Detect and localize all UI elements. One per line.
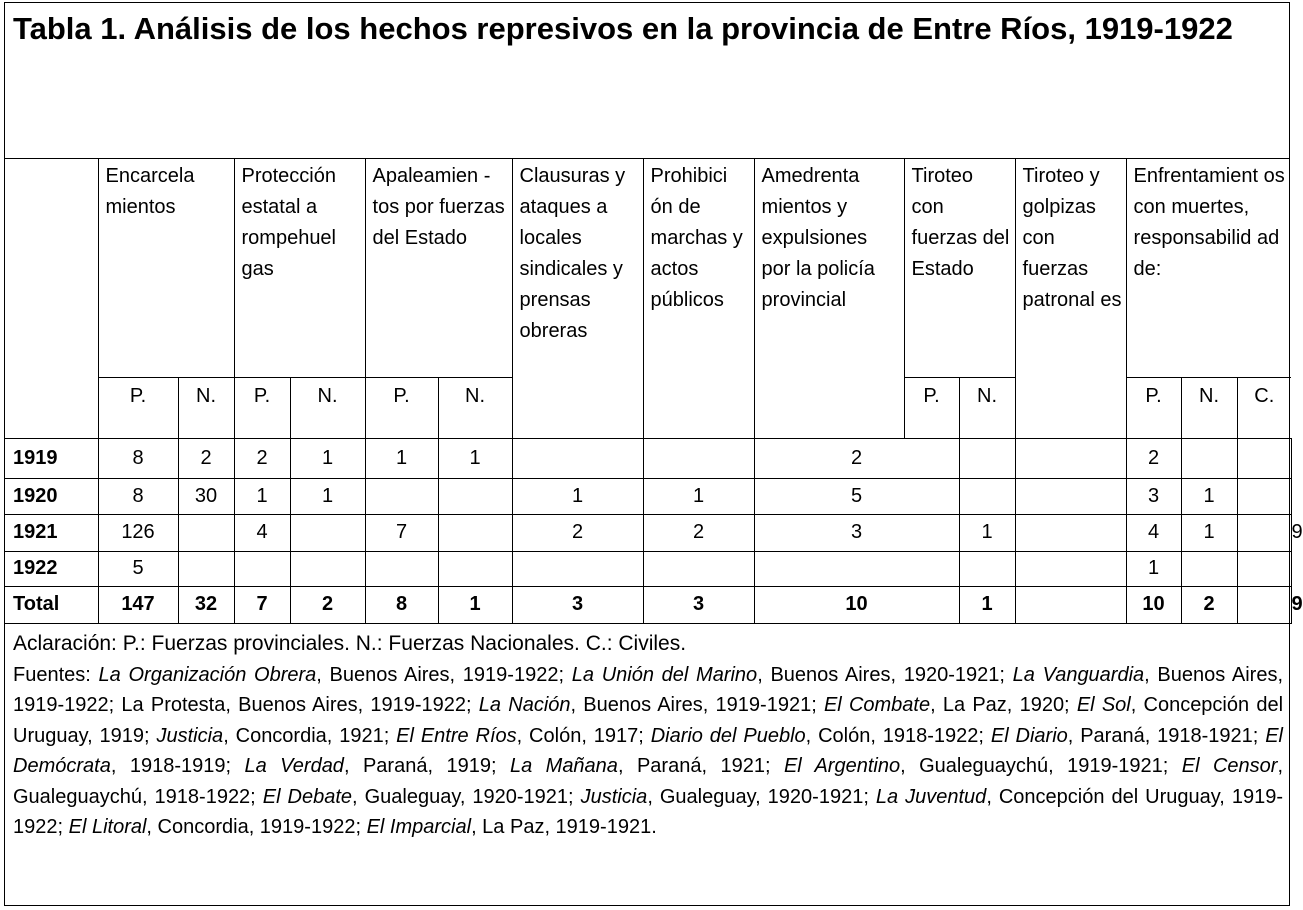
table-cell [290,551,365,586]
table-cell [178,551,234,586]
table-cell: 32 [178,586,234,623]
source-text: , La Paz, 1919-1921. [471,816,657,838]
source-text: , Paraná, 1921; [617,755,784,777]
table-cell [754,551,959,586]
subheader-n: N. [1181,377,1237,438]
table-cell [512,551,643,586]
table-cell [512,438,643,478]
table-cell: 1 [234,478,290,514]
table-row [5,438,1291,478]
table-cell: 30 [178,478,234,514]
table-cell [643,551,754,586]
table-cell: 2 [290,586,365,623]
table-cell [1237,514,1291,551]
table-cell: 1 [1181,514,1237,551]
source-text: , Colón, 1918-1922; [805,724,991,747]
subheader-p: P. [904,377,959,438]
header-prohibicion: Prohibici ón de marchas y actos públicos [643,159,754,438]
subheader-n: N. [959,377,1015,438]
source-text: , La Paz, 1920; [930,694,1077,716]
table-cell [1015,478,1126,514]
header-tiroteo-estado: Tiroteo con fuerzas del Estado [904,159,1015,377]
table-cell: 8 [365,586,438,623]
table-cell [1237,551,1291,586]
table-cell [1181,551,1237,586]
table-cell [438,514,512,551]
table-cell [1237,478,1291,514]
table-cell: 3 [512,586,643,623]
table-cell: 3 [643,586,754,623]
source-title: El Debate [262,785,353,808]
source-title: Diario del Pueblo [650,724,806,747]
row-label: 1922 [5,551,98,586]
source-title: Justicia [580,785,648,808]
table-cell: 1 [290,438,365,478]
table-cell: 1 [1181,478,1237,514]
table-cell: 126 [98,514,178,551]
source-title: El Demócrata [13,724,1284,777]
table-document [4,2,1303,906]
source-text: , Paraná, 1919; [343,755,510,777]
source-text: , Concepción del Uruguay, 1919; [13,694,1284,747]
table-cell: 3 [754,514,959,551]
table-cell [1015,438,1126,478]
table-cell: 147 [98,586,178,623]
table-cell [1237,438,1291,478]
source-text: , Buenos Aires, 1919-1921; [570,694,824,716]
source-text: , Concordia, 1919-1922; [146,816,367,838]
source-title: El Argentino [783,755,901,777]
source-text: , Gualeguay, 1920-1921; [352,785,581,808]
table-cell: 1 [959,514,1015,551]
table-cell [1015,586,1126,623]
table-cell: 1 [1126,551,1181,586]
table-cell [290,514,365,551]
source-title: El Combate [823,694,931,716]
subheader-n: N. [290,377,365,438]
table-cell: 1 [290,478,365,514]
source-title: La Vanguardia [1012,663,1145,686]
notes [5,624,1289,843]
header-enfrentamientos: Enfrentamient os con muertes, responsabilid ad de: [1126,159,1291,377]
table-cell: 1 [365,438,438,478]
table-cell [178,514,234,551]
source-title: El Sol [1076,694,1131,716]
subheader-p: P. [98,377,178,438]
subheader-p: P. [234,377,290,438]
table-cell: 2 [178,438,234,478]
header-tiroteo-patronales: Tiroteo y golpizas con fuerzas patronal es [1015,159,1126,438]
table-cell [234,551,290,586]
fuentes-note [13,660,1283,843]
source-title: La Mañana [509,755,618,777]
table-row [5,551,1291,586]
table-cell [1015,551,1126,586]
table-row: Total 147 32 7 2 8 1 3 3 10 1 10 2 9 [5,586,1291,623]
source-text: , Gualeguay, 1920-1921; [647,785,876,808]
table-cell [1181,438,1237,478]
table-row [5,478,1291,514]
table-cell: 5 [754,478,959,514]
table-cell: 1 [643,478,754,514]
source-text: , Colón, 1917; [516,724,651,747]
table-cell: 7 [365,514,438,551]
subheader-n: N. [178,377,234,438]
source-title: El Entre Ríos [396,724,517,747]
source-text: , Gualeguaychú, 1919-1921; [900,755,1182,777]
corner-cell [5,159,98,438]
source-text: , Concepción del Uruguay, 1919-1922; [13,785,1283,838]
table-cell: 4 [234,514,290,551]
source-title: El Imparcial [366,816,472,838]
table-cell: 2 [1126,438,1181,478]
table-cell: 1 [438,586,512,623]
source-title: La Organización Obrera [98,663,317,686]
table-cell: 1 [512,478,643,514]
table-cell: 4 [1126,514,1181,551]
header-encarcelamientos: Encarcela mientos [98,159,234,377]
source-text: , 1918-1919; [110,755,245,777]
row-label: 1919 [5,438,98,478]
subheader-p: P. [1126,377,1181,438]
source-title: La Verdad [244,755,344,777]
header-clausuras: Clausuras y ataques a locales sindicales y prensas obreras [512,159,643,438]
subheader-n: N. [438,377,512,438]
table-body [5,438,1303,623]
page-title: Tabla 1. Análisis de los hechos represivos en la provincia de Entre Ríos, 1919-1922 [13,11,1233,46]
table-cell: 1 [959,586,1015,623]
source-text: Fuentes: [13,663,99,686]
source-title: La Nación [478,694,571,716]
table-cell: 10 [754,586,959,623]
aclaracion-note: Aclaración: P.: Fuerzas provinciales. N.: Fuerzas Nacionales. C.: Civiles. [13,631,687,655]
table-cell: 1 [438,438,512,478]
table-cell [959,438,1015,478]
subheader-c: C. [1237,377,1291,438]
table-cell: 2 [643,514,754,551]
header-apaleamientos: Apaleamien -tos por fuerzas del Estado [365,159,512,377]
source-title: El Censor [1181,755,1278,777]
source-title: El Diario [990,724,1068,747]
table-cell: 7 [234,586,290,623]
table-cell [365,551,438,586]
table-cell [959,478,1015,514]
subheader-p: P. [365,377,438,438]
row-label: 1920 [5,478,98,514]
table-row: 1921 126 4 7 2 2 3 1 4 1 9 [5,514,1291,551]
table-cell: 8 [98,478,178,514]
source-text: , Concordia, 1921; [223,724,397,747]
header-row [5,159,1291,377]
table-cell: 3 [1126,478,1181,514]
source-text: , Buenos Aires, 1919-1922; La Protesta, Buenos Aires, 1919-1922; [13,663,1283,716]
table-cell: 2 [234,438,290,478]
table-cell [1015,514,1126,551]
data-table [5,159,1303,624]
table-cell [1237,586,1291,623]
source-title: El Litoral [68,816,147,838]
table-cell [438,551,512,586]
source-text: , Buenos Aires, 1919-1922; [316,663,572,686]
source-title: Justicia [156,724,224,747]
table-cell [365,478,438,514]
source-text: , Gualeguaychú, 1918-1922; [13,755,1284,808]
source-title: La Unión del Marino [571,663,758,686]
table-cell [438,478,512,514]
header-proteccion-estatal: Protección estatal a rompehuel gas [234,159,365,377]
source-text: , Buenos Aires, 1920-1921; [757,663,1013,686]
table-cell: 8 [98,438,178,478]
source-text: , Paraná, 1918-1921; [1067,724,1266,747]
table-cell: 5 [98,551,178,586]
table-cell: 2 [754,438,959,478]
table-cell [959,551,1015,586]
table-cell: 2 [512,514,643,551]
table-cell: 10 [1126,586,1181,623]
table-cell: 2 [1181,586,1237,623]
source-title: La Juventud [875,785,987,808]
table-cell [643,438,754,478]
row-label: Total [5,586,98,623]
title-box [5,3,1289,159]
header-amedrentamientos: Amedrenta mientos y expulsiones por la policía provincial [754,159,904,438]
row-label: 1921 [5,514,98,551]
